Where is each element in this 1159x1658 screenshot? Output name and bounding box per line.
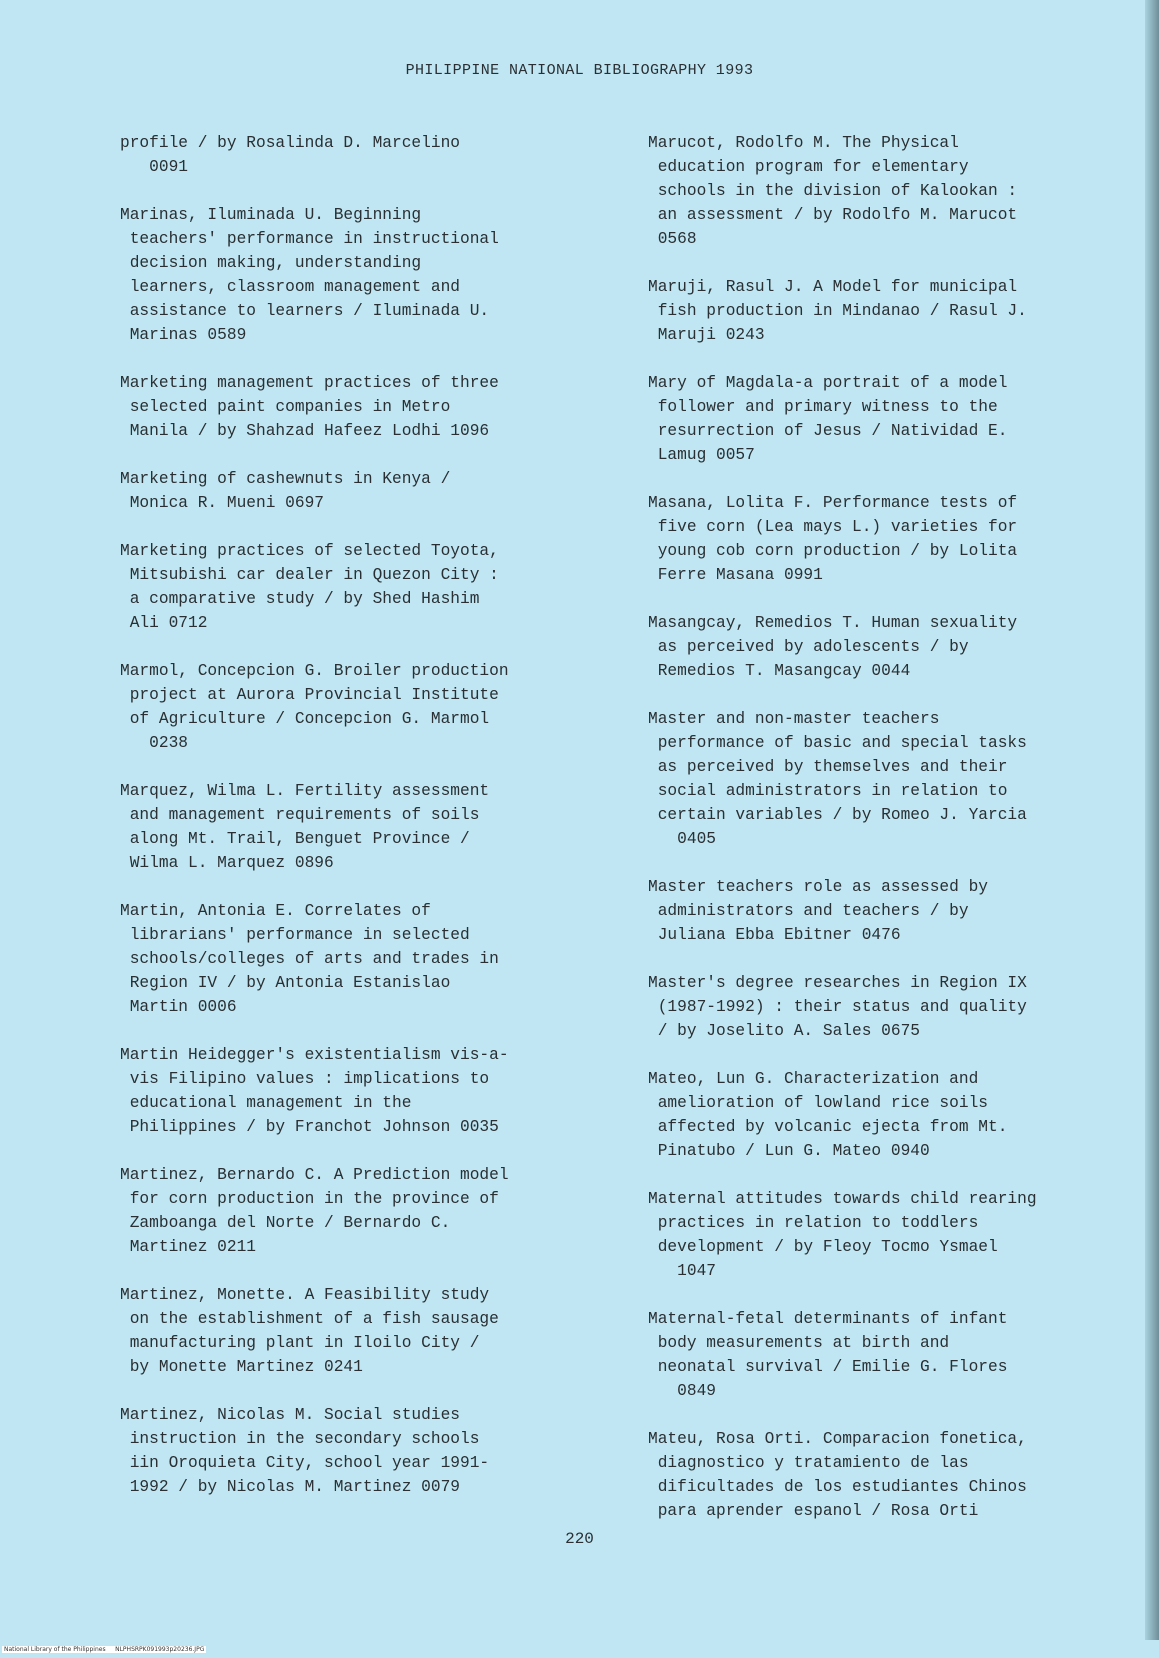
entry-line: (1987-1992) : their status and quality (648, 998, 1027, 1016)
bibliography-entry (120, 659, 610, 755)
entry-line: Ferre Masana 0991 (648, 566, 823, 584)
entry-line: Maternal attitudes towards child rearing (648, 1190, 1037, 1208)
entry-line: 0091 (120, 158, 188, 176)
entry-line: iin Oroquieta City, school year 1991- (120, 1454, 490, 1472)
scan-footer-caption: National Library of the Philippines NLPHSRPK091993p20236.JPG (4, 1646, 205, 1653)
entry-line: Master's degree researches in Region IX (648, 974, 1027, 992)
bibliography-entry (648, 1307, 1138, 1403)
entry-line: schools/colleges of arts and trades in (120, 950, 499, 968)
entry-line: development / by Fleoy Tocmo Ysmael (648, 1238, 998, 1256)
entry-line: project at Aurora Provincial Institute (120, 686, 499, 704)
entry-line: Maternal-fetal determinants of infant (648, 1310, 1008, 1328)
entry-line: / by Joselito A. Sales 0675 (648, 1022, 920, 1040)
entry-line: as perceived by themselves and their (648, 758, 1008, 776)
bibliography-entry (120, 371, 610, 443)
entry-line: Martin 0006 (120, 998, 237, 1016)
entry-line: manufacturing plant in Iloilo City / (120, 1334, 480, 1352)
entry-line: practices in relation to toddlers (648, 1214, 979, 1232)
bibliography-entry (120, 779, 610, 875)
entry-line: Martinez, Bernardo C. A Prediction model (120, 1166, 509, 1184)
bibliography-entry (648, 1067, 1138, 1163)
bibliography-entry (648, 131, 1138, 251)
bibliography-entry (120, 539, 610, 635)
entry-line: decision making, understanding (120, 254, 422, 272)
entry-line: education program for elementary (648, 158, 969, 176)
entry-line: by Monette Martinez 0241 (120, 1358, 363, 1376)
entry-line: for corn production in the province of (120, 1190, 499, 1208)
bibliography-entry (648, 611, 1138, 683)
entry-line: Mateu, Rosa Orti. Comparacion fonetica, (648, 1430, 1027, 1448)
entry-line: Mateo, Lun G. Characterization and (648, 1070, 979, 1088)
entry-line: Marketing of cashewnuts in Kenya / (120, 470, 451, 488)
entry-line: certain variables / by Romeo J. Yarcia (648, 806, 1027, 824)
entry-line: body measurements at birth and (648, 1334, 950, 1352)
entry-line: 0568 (648, 230, 697, 248)
bibliography-entry (648, 707, 1138, 851)
entry-line: as perceived by adolescents / by (648, 638, 969, 656)
entry-line: Martinez, Nicolas M. Social studies (120, 1406, 460, 1424)
entry-line: resurrection of Jesus / Natividad E. (648, 422, 1008, 440)
entry-line: Maruji, Rasul J. A Model for municipal (648, 278, 1018, 296)
bibliography-entry (648, 1427, 1138, 1523)
entry-line: a comparative study / by Shed Hashim (120, 590, 480, 608)
entry-line: Marmol, Concepcion G. Broiler production (120, 662, 509, 680)
entry-line: Mary of Magdala-a portrait of a model (648, 374, 1008, 392)
page-number: 220 (565, 1530, 594, 1548)
entry-line: on the establishment of a fish sausage (120, 1310, 499, 1328)
entry-line: 0849 (648, 1382, 716, 1400)
entry-line: Masana, Lolita F. Performance tests of (648, 494, 1018, 512)
entry-line: vis Filipino values : implications to (120, 1070, 490, 1088)
entry-line: Master teachers role as assessed by (648, 878, 988, 896)
entry-line: Mitsubishi car dealer in Quezon City : (120, 566, 499, 584)
entry-line: Marinas, Iluminada U. Beginning (120, 206, 422, 224)
bibliography-entry (120, 203, 610, 347)
entry-line: instruction in the secondary schools (120, 1430, 480, 1448)
entry-line: fish production in Mindanao / Rasul J. (648, 302, 1027, 320)
entry-line: assistance to learners / Iluminada U. (120, 302, 490, 320)
entry-line: neonatal survival / Emilie G. Flores (648, 1358, 1008, 1376)
entry-line: selected paint companies in Metro (120, 398, 451, 416)
entry-line: an assessment / by Rodolfo M. Marucot (648, 206, 1018, 224)
bibliography-entry (648, 371, 1138, 467)
bibliography-entry (120, 1043, 610, 1139)
entry-line: diagnostico y tratamiento de las (648, 1454, 969, 1472)
bibliography-entry (648, 275, 1138, 347)
entry-line: para aprender espanol / Rosa Orti (648, 1502, 979, 1520)
page-edge-shadow (1145, 0, 1159, 1640)
bibliography-entry (648, 971, 1138, 1043)
entry-line: teachers' performance in instructional (120, 230, 499, 248)
entry-line: social administrators in relation to (648, 782, 1008, 800)
entry-line: young cob corn production / by Lolita (648, 542, 1018, 560)
bibliography-entry (120, 1283, 610, 1379)
entry-line: profile / by Rosalinda D. Marcelino (120, 134, 460, 152)
entry-line: dificultades de los estudiantes Chinos (648, 1478, 1027, 1496)
entry-line: Wilma L. Marquez 0896 (120, 854, 334, 872)
left-column (120, 131, 610, 1523)
entry-line: and management requirements of soils (120, 806, 480, 824)
entry-line: Marquez, Wilma L. Fertility assessment (120, 782, 490, 800)
entry-line: educational management in the (120, 1094, 412, 1112)
bibliography-entry (648, 491, 1138, 587)
bibliography-entry (120, 131, 610, 179)
entry-line: Manila / by Shahzad Hafeez Lodhi 1096 (120, 422, 490, 440)
entry-line: librarians' performance in selected (120, 926, 470, 944)
entry-line: performance of basic and special tasks (648, 734, 1027, 752)
entry-line: of Agriculture / Concepcion G. Marmol (120, 710, 490, 728)
bibliography-entry (648, 1187, 1138, 1283)
entry-line: Martin, Antonia E. Correlates of (120, 902, 431, 920)
entry-line: Remedios T. Masangcay 0044 (648, 662, 911, 680)
bibliography-entry (120, 1403, 610, 1499)
entry-line: five corn (Lea mays L.) varieties for (648, 518, 1018, 536)
entry-line: 1992 / by Nicolas M. Martinez 0079 (120, 1478, 460, 1496)
entry-line: amelioration of lowland rice soils (648, 1094, 988, 1112)
entry-line: Region IV / by Antonia Estanislao (120, 974, 451, 992)
bibliography-entry (120, 467, 610, 515)
entry-line: schools in the division of Kalookan : (648, 182, 1018, 200)
entry-line: Monica R. Mueni 0697 (120, 494, 324, 512)
entry-line: Marinas 0589 (120, 326, 247, 344)
entry-line: Marketing management practices of three (120, 374, 499, 392)
entry-line: learners, classroom management and (120, 278, 460, 296)
entry-line: 1047 (648, 1262, 716, 1280)
entry-line: Masangcay, Remedios T. Human sexuality (648, 614, 1018, 632)
entry-line: follower and primary witness to the (648, 398, 998, 416)
bibliography-entry (120, 899, 610, 1019)
entry-line: Martin Heidegger's existentialism vis-a- (120, 1046, 509, 1064)
bibliography-entry (120, 1163, 610, 1259)
right-column (648, 131, 1138, 1547)
entry-line: Marketing practices of selected Toyota, (120, 542, 499, 560)
entry-line: Zamboanga del Norte / Bernardo C. (120, 1214, 451, 1232)
bibliography-entry (648, 875, 1138, 947)
entry-line: Martinez 0211 (120, 1238, 256, 1256)
entry-line: Pinatubo / Lun G. Mateo 0940 (648, 1142, 930, 1160)
entry-line: Ali 0712 (120, 614, 208, 632)
entry-line: Juliana Ebba Ebitner 0476 (648, 926, 901, 944)
entry-line: Martinez, Monette. A Feasibility study (120, 1286, 490, 1304)
entry-line: Maruji 0243 (648, 326, 765, 344)
entry-line: administrators and teachers / by (648, 902, 969, 920)
entry-line: 0238 (120, 734, 188, 752)
entry-line: affected by volcanic ejecta from Mt. (648, 1118, 1008, 1136)
entry-line: Marucot, Rodolfo M. The Physical (648, 134, 959, 152)
entry-line: along Mt. Trail, Benguet Province / (120, 830, 470, 848)
page-header: PHILIPPINE NATIONAL BIBLIOGRAPHY 1993 (405, 62, 754, 79)
entry-line: Master and non-master teachers (648, 710, 940, 728)
entry-line: Philippines / by Franchot Johnson 0035 (120, 1118, 499, 1136)
entry-line: 0405 (648, 830, 716, 848)
entry-line: Lamug 0057 (648, 446, 755, 464)
